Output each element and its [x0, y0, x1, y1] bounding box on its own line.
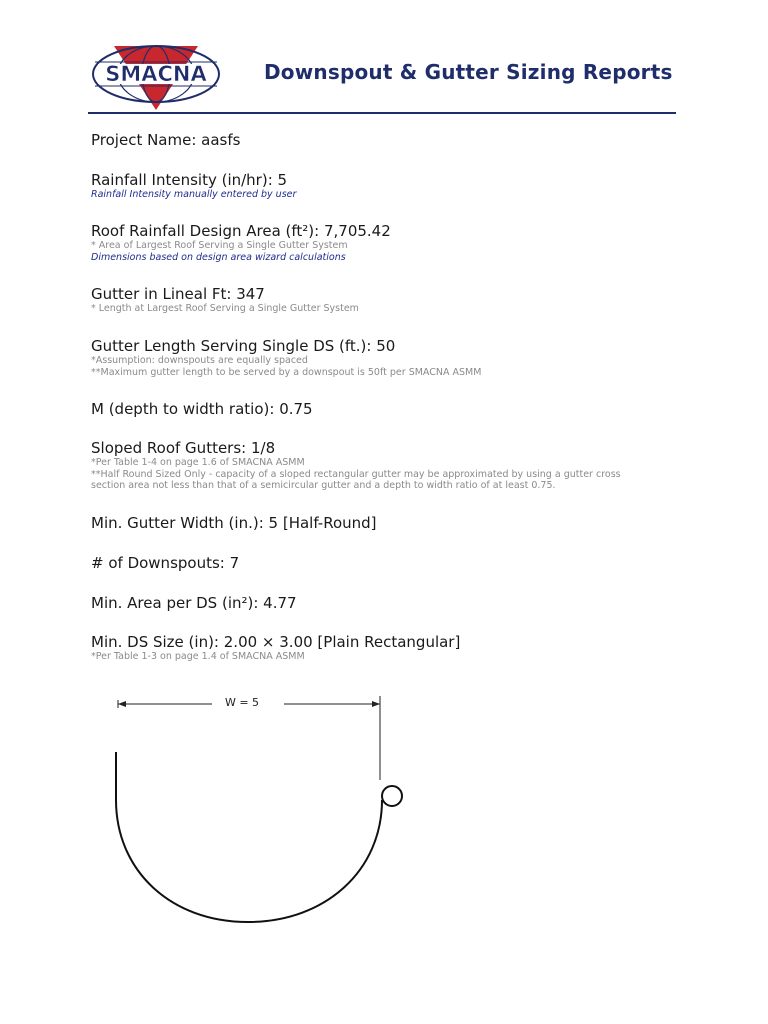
sloped-roof-section: [91, 439, 691, 492]
width-dimension-label: W = 5: [224, 696, 260, 709]
roof-design-area: Roof Rainfall Design Area (ft²): 7,705.42: [91, 222, 391, 240]
gutter-length-ds: Gutter Length Serving Single DS (ft.): 50: [91, 337, 396, 355]
ds-size-section: [91, 633, 691, 663]
downspouts-section: [91, 554, 691, 572]
roof-area-note: * Area of Largest Roof Serving a Single Gutter System: [91, 240, 348, 251]
gutter-lineal-ft: Gutter in Lineal Ft: 347: [91, 285, 265, 303]
project-name: Project Name: aasfs: [91, 131, 241, 149]
rainfall-section: [91, 171, 691, 201]
depth-ratio-section: [91, 400, 691, 418]
gutter-width-section: [91, 514, 691, 532]
rainfall-intensity: Rainfall Intensity (in/hr): 5: [91, 171, 288, 189]
report-title: Downspout & Gutter Sizing Reports: [264, 60, 673, 84]
header-divider: [88, 112, 676, 114]
gutter-lineal-section: [91, 285, 691, 315]
sloped-roof-note-2: **Half Round Sized Only - capacity of a sloped rectangular gutter may be approximated by using a gutter cross: [91, 468, 621, 480]
dim-arrow-right: [372, 701, 380, 707]
gutter-length-note-2: **Maximum gutter length to be served by a downspout is 50ft per SMACNA ASMM: [91, 366, 482, 378]
dim-arrow-left: [118, 701, 126, 707]
project-name-section: [91, 131, 691, 149]
area-per-ds-section: [91, 594, 691, 612]
gutter-lineal-note: * Length at Largest Roof Serving a Single Gutter System: [91, 303, 359, 314]
sloped-roof-note-1: *Per Table 1-4 on page 1.6 of SMACNA ASMM: [91, 457, 305, 468]
downspout-count: # of Downspouts: 7: [91, 554, 240, 572]
min-ds-size: Min. DS Size (in): 2.00 × 3.00 [Plain Rectangular]: [91, 633, 461, 651]
gutter-length-note-1: *Assumption: downspouts are equally spaced: [91, 355, 308, 366]
rainfall-note: Rainfall Intensity manually entered by user: [91, 189, 297, 200]
ds-size-note: *Per Table 1-3 on page 1.4 of SMACNA ASMM: [91, 651, 305, 662]
roof-area-section: [91, 222, 691, 263]
smacna-logo: [86, 40, 226, 112]
logo-text: SMACNA: [105, 62, 207, 86]
sloped-roof-note-3: section area not less than that of a semicircular gutter and a depth to width ratio of at least 0.75.: [91, 480, 556, 491]
roof-area-note-blue: Dimensions based on design area wizard calculations: [91, 251, 346, 263]
half-round-gutter-diagram: [100, 686, 420, 936]
sloped-roof-gutters: Sloped Roof Gutters: 1/8: [91, 439, 276, 457]
depth-width-ratio: M (depth to width ratio): 0.75: [91, 400, 313, 418]
min-area-per-ds: Min. Area per DS (in²): 4.77: [91, 594, 297, 612]
min-gutter-width: Min. Gutter Width (in.): 5 [Half-Round]: [91, 514, 377, 532]
gutter-length-ds-section: [91, 337, 691, 378]
gutter-profile: [116, 752, 382, 922]
